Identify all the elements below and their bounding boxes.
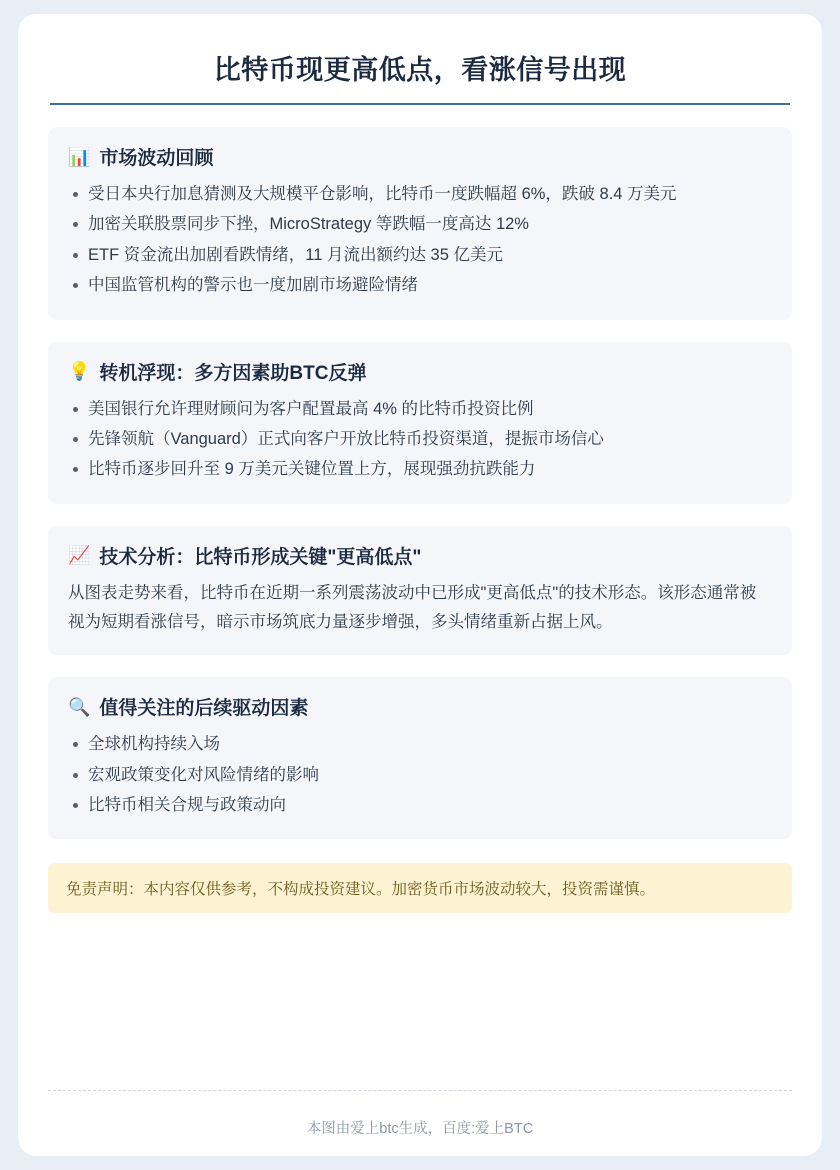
bar-chart-icon: 📊 bbox=[68, 146, 91, 167]
title-divider bbox=[50, 103, 790, 105]
list-item: 全球机构持续入场 bbox=[68, 730, 772, 758]
footer bbox=[48, 1090, 792, 1138]
page-title: 比特币现更高低点，看涨信号出现 bbox=[213, 55, 627, 85]
trend-up-icon: 📈 bbox=[68, 545, 91, 566]
list-item: 比特币相关合规与政策动向 bbox=[68, 791, 772, 819]
section-paragraph: 从图表走势来看，比特币在近期一系列震荡波动中已形成"更高低点"的技术形态。该形态通常被视为短期看涨信号，暗示市场筑底力量逐步增强，多头情绪重新占据上风。 bbox=[68, 583, 757, 631]
bullet-list bbox=[68, 730, 772, 819]
list-item: 美国银行允许理财顾问为客户配置最高 4% 的比特币投资比例 bbox=[68, 395, 772, 423]
bullet-list bbox=[68, 395, 772, 484]
section-header bbox=[68, 143, 772, 170]
list-item: ETF 资金流出加剧看跌情绪，11 月流出额约达 35 亿美元 bbox=[68, 241, 772, 269]
section-header bbox=[68, 358, 772, 385]
list-item: 加密关联股票同步下挫，MicroStrategy 等跌幅一度高达 12% bbox=[68, 210, 772, 238]
section-heading: 转机浮现：多方因素助BTC反弹 bbox=[99, 362, 367, 384]
list-item: 中国监管机构的警示也一度加剧市场避险情绪 bbox=[68, 271, 772, 299]
magnifier-icon: 🔍 bbox=[68, 696, 91, 717]
bullet-list bbox=[68, 180, 772, 300]
disclaimer-banner: 免责声明：本内容仅供参考，不构成投资建议。加密货币市场波动较大，投资需谨慎。 bbox=[48, 863, 792, 913]
section-header bbox=[68, 693, 772, 720]
list-item: 先锋领航（Vanguard）正式向客户开放比特币投资渠道，提振市场信心 bbox=[68, 425, 772, 453]
section-header bbox=[68, 542, 772, 569]
section-drivers bbox=[48, 677, 792, 839]
section-heading: 技术分析：比特币形成关键"更高低点" bbox=[99, 546, 422, 568]
section-market-review bbox=[48, 127, 792, 320]
list-item: 受日本央行加息猜测及大规模平仓影响，比特币一度跌幅超 6%，跌破 8.4 万美元 bbox=[68, 180, 772, 208]
lightbulb-icon: 💡 bbox=[68, 361, 91, 381]
section-heading: 市场波动回顾 bbox=[99, 148, 214, 169]
section-technical-analysis bbox=[48, 526, 792, 656]
section-turnaround bbox=[48, 342, 792, 504]
content-card bbox=[18, 14, 822, 1156]
list-item: 宏观政策变化对风险情绪的影响 bbox=[68, 761, 772, 789]
list-item: 比特币逐步回升至 9 万美元关键位置上方，展现强劲抗跌能力 bbox=[68, 455, 772, 483]
footer-text: 本图由爱上btc生成，百度:爱上BTC bbox=[306, 1121, 534, 1137]
section-heading: 值得关注的后续驱动因素 bbox=[99, 698, 309, 720]
